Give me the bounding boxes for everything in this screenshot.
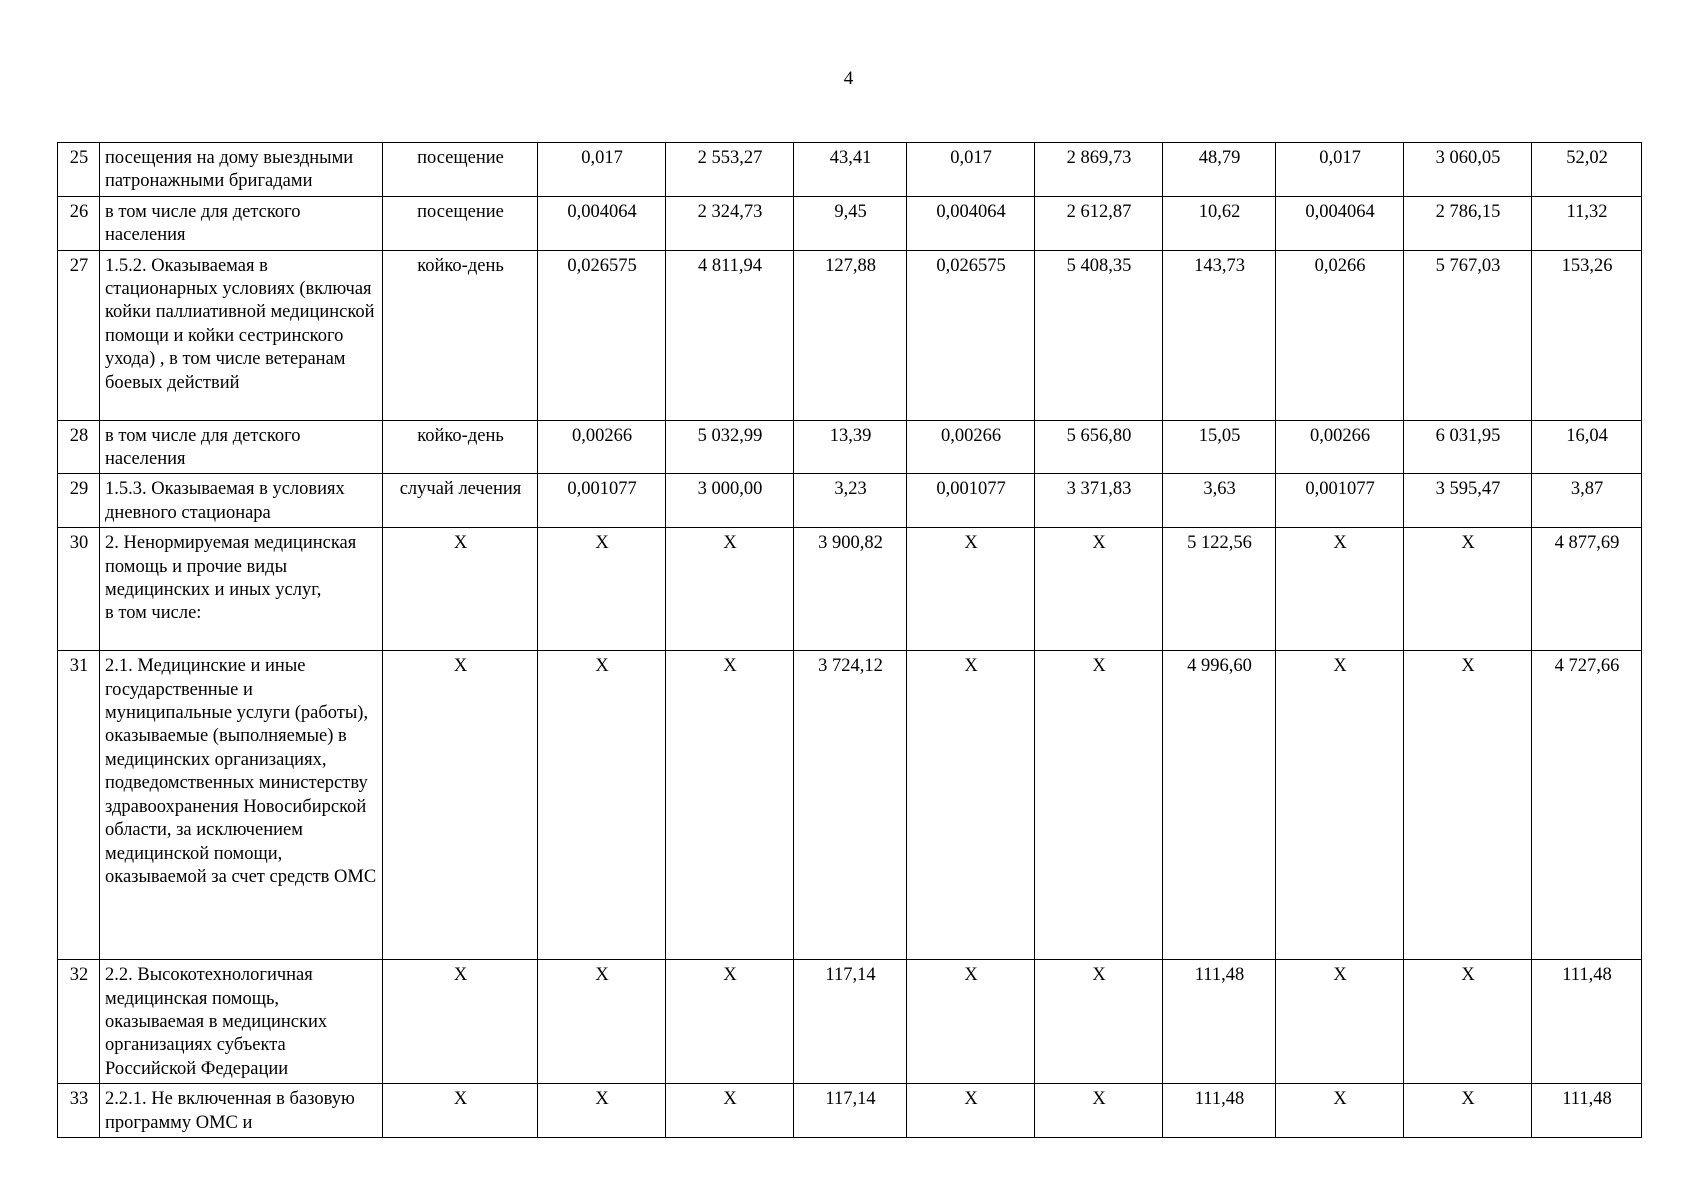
value-cell: 4 811,94 bbox=[666, 250, 794, 420]
row-description: 2.2.1. Не включенная в базовую программу ОМС и bbox=[100, 1084, 383, 1138]
value-cell: X bbox=[538, 528, 666, 651]
value-cell: 0,00266 bbox=[907, 420, 1035, 474]
value-cell: 153,26 bbox=[1532, 250, 1642, 420]
value-cell: X bbox=[666, 528, 794, 651]
value-cell: 3 060,05 bbox=[1404, 143, 1532, 197]
value-cell: X bbox=[907, 960, 1035, 1084]
unit-cell: койко-день bbox=[383, 250, 538, 420]
value-cell: 0,004064 bbox=[538, 196, 666, 250]
row-description: 2. Ненормируемая медицинская помощь и прочие виды медицинских и иных услуг, в том числе: bbox=[100, 528, 383, 651]
value-cell: 0,004064 bbox=[907, 196, 1035, 250]
value-cell: X bbox=[666, 1084, 794, 1138]
row-number: 25 bbox=[58, 143, 100, 197]
value-cell: 15,05 bbox=[1163, 420, 1276, 474]
value-cell: 3,63 bbox=[1163, 474, 1276, 528]
value-cell: 9,45 bbox=[794, 196, 907, 250]
unit-cell: X bbox=[383, 1084, 538, 1138]
value-cell: 111,48 bbox=[1532, 1084, 1642, 1138]
value-cell: 117,14 bbox=[794, 960, 907, 1084]
table-row bbox=[58, 250, 1642, 420]
row-description: 1.5.3. Оказываемая в условиях дневного стационара bbox=[100, 474, 383, 528]
value-cell: X bbox=[907, 528, 1035, 651]
value-cell: 3 371,83 bbox=[1035, 474, 1163, 528]
value-cell: X bbox=[1035, 960, 1163, 1084]
value-cell: 0,0266 bbox=[1276, 250, 1404, 420]
table-row bbox=[58, 1084, 1642, 1138]
standards-table bbox=[57, 142, 1642, 1138]
row-description: 1.5.2. Оказываемая в стационарных условиях (включая койки паллиативной медицинской помощи и койки сестринского ухода) , в том числе ветеранам боевых действий bbox=[100, 250, 383, 420]
value-cell: X bbox=[1276, 960, 1404, 1084]
value-cell: 111,48 bbox=[1163, 1084, 1276, 1138]
value-cell: X bbox=[1276, 651, 1404, 960]
row-description: 2.1. Медицинские и иные государственные и муниципальные услуги (работы), оказываемые (выполняемые) в медицинских организациях, подведомственных министерству здравоохранения Новосибирской области, за исключением медицинской помощи, оказываемой за счет средств ОМС bbox=[100, 651, 383, 960]
value-cell: 43,41 bbox=[794, 143, 907, 197]
value-cell: 5 032,99 bbox=[666, 420, 794, 474]
value-cell: 2 612,87 bbox=[1035, 196, 1163, 250]
value-cell: 117,14 bbox=[794, 1084, 907, 1138]
value-cell: X bbox=[1276, 1084, 1404, 1138]
value-cell: 2 786,15 bbox=[1404, 196, 1532, 250]
unit-cell: койко-день bbox=[383, 420, 538, 474]
row-number: 28 bbox=[58, 420, 100, 474]
value-cell: X bbox=[666, 651, 794, 960]
value-cell: 10,62 bbox=[1163, 196, 1276, 250]
value-cell: 16,04 bbox=[1532, 420, 1642, 474]
value-cell: 3 900,82 bbox=[794, 528, 907, 651]
value-cell: X bbox=[1035, 651, 1163, 960]
row-number: 31 bbox=[58, 651, 100, 960]
table-row bbox=[58, 960, 1642, 1084]
value-cell: 3 595,47 bbox=[1404, 474, 1532, 528]
row-number: 30 bbox=[58, 528, 100, 651]
value-cell: X bbox=[1404, 528, 1532, 651]
row-number: 26 bbox=[58, 196, 100, 250]
value-cell: X bbox=[907, 1084, 1035, 1138]
value-cell: 3,23 bbox=[794, 474, 907, 528]
table-row bbox=[58, 143, 1642, 197]
value-cell: 0,017 bbox=[1276, 143, 1404, 197]
value-cell: 3 724,12 bbox=[794, 651, 907, 960]
row-description: в том числе для детского населения bbox=[100, 196, 383, 250]
value-cell: X bbox=[538, 960, 666, 1084]
value-cell: 6 031,95 bbox=[1404, 420, 1532, 474]
value-cell: 111,48 bbox=[1163, 960, 1276, 1084]
value-cell: 5 656,80 bbox=[1035, 420, 1163, 474]
value-cell: X bbox=[666, 960, 794, 1084]
row-number: 29 bbox=[58, 474, 100, 528]
table-row bbox=[58, 474, 1642, 528]
row-number: 32 bbox=[58, 960, 100, 1084]
unit-cell: случай лечения bbox=[383, 474, 538, 528]
value-cell: 111,48 bbox=[1532, 960, 1642, 1084]
page-number: 4 bbox=[843, 68, 854, 89]
unit-cell: посещение bbox=[383, 196, 538, 250]
table-row bbox=[58, 528, 1642, 651]
value-cell: X bbox=[538, 651, 666, 960]
value-cell: 2 869,73 bbox=[1035, 143, 1163, 197]
value-cell: X bbox=[1404, 1084, 1532, 1138]
row-number: 27 bbox=[58, 250, 100, 420]
value-cell: 0,026575 bbox=[907, 250, 1035, 420]
value-cell: 0,001077 bbox=[538, 474, 666, 528]
row-description: 2.2. Высокотехнологичная медицинская помощь, оказываемая в медицинских организациях субъекта Российской Федерации bbox=[100, 960, 383, 1084]
unit-cell: X bbox=[383, 651, 538, 960]
unit-cell: X bbox=[383, 528, 538, 651]
value-cell: X bbox=[1404, 651, 1532, 960]
value-cell: 0,004064 bbox=[1276, 196, 1404, 250]
value-cell: X bbox=[907, 651, 1035, 960]
value-cell: 5 408,35 bbox=[1035, 250, 1163, 420]
value-cell: 0,017 bbox=[538, 143, 666, 197]
value-cell: 2 553,27 bbox=[666, 143, 794, 197]
table-row bbox=[58, 420, 1642, 474]
value-cell: 5 767,03 bbox=[1404, 250, 1532, 420]
row-description: в том числе для детского населения bbox=[100, 420, 383, 474]
value-cell: 0,017 bbox=[907, 143, 1035, 197]
unit-cell: посещение bbox=[383, 143, 538, 197]
value-cell: X bbox=[538, 1084, 666, 1138]
value-cell: X bbox=[1404, 960, 1532, 1084]
row-number: 33 bbox=[58, 1084, 100, 1138]
value-cell: 2 324,73 bbox=[666, 196, 794, 250]
value-cell: 127,88 bbox=[794, 250, 907, 420]
value-cell: 48,79 bbox=[1163, 143, 1276, 197]
unit-cell: X bbox=[383, 960, 538, 1084]
table-body bbox=[58, 143, 1642, 1138]
value-cell: 5 122,56 bbox=[1163, 528, 1276, 651]
value-cell: X bbox=[1035, 528, 1163, 651]
value-cell: 4 996,60 bbox=[1163, 651, 1276, 960]
row-description: посещения на дому выездными патронажными бригадами bbox=[100, 143, 383, 197]
table-row bbox=[58, 196, 1642, 250]
value-cell: 13,39 bbox=[794, 420, 907, 474]
value-cell: X bbox=[1035, 1084, 1163, 1138]
value-cell: 0,001077 bbox=[907, 474, 1035, 528]
value-cell: 4 727,66 bbox=[1532, 651, 1642, 960]
value-cell: 52,02 bbox=[1532, 143, 1642, 197]
value-cell: 3 000,00 bbox=[666, 474, 794, 528]
value-cell: 0,00266 bbox=[538, 420, 666, 474]
value-cell: X bbox=[1276, 528, 1404, 651]
value-cell: 4 877,69 bbox=[1532, 528, 1642, 651]
value-cell: 0,001077 bbox=[1276, 474, 1404, 528]
table-row bbox=[58, 651, 1642, 960]
value-cell: 0,00266 bbox=[1276, 420, 1404, 474]
value-cell: 11,32 bbox=[1532, 196, 1642, 250]
value-cell: 143,73 bbox=[1163, 250, 1276, 420]
value-cell: 3,87 bbox=[1532, 474, 1642, 528]
value-cell: 0,026575 bbox=[538, 250, 666, 420]
